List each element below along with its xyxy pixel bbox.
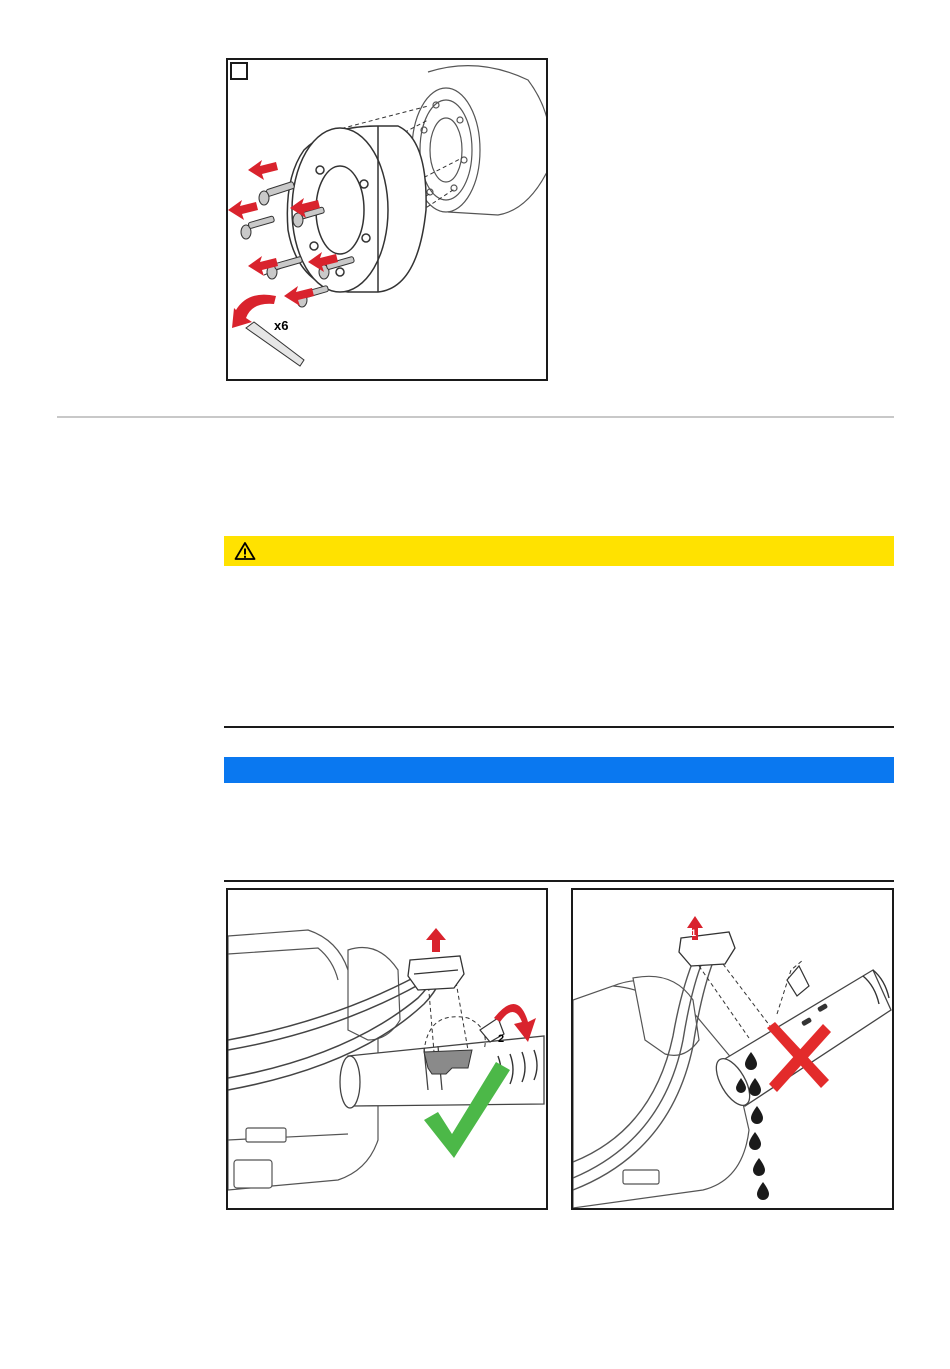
step-number-box [230,62,248,80]
removal-figure [226,58,548,381]
incorrect-cap-removal-illustration [573,890,892,1208]
caution-banner [224,536,894,566]
section-separator [57,416,894,418]
step-2-label: 2 [498,1033,505,1045]
caution-end-rule [224,726,894,728]
correct-cap-removal-illustration [228,890,546,1208]
correct-installation-figure [226,888,548,1210]
note-banner [224,757,894,783]
note-end-rule [224,880,894,882]
incorrect-installation-figure [571,888,894,1210]
warning-triangle-icon [234,541,256,561]
step-1-label: 1 [691,928,697,938]
quantity-label: x6 [274,318,289,333]
